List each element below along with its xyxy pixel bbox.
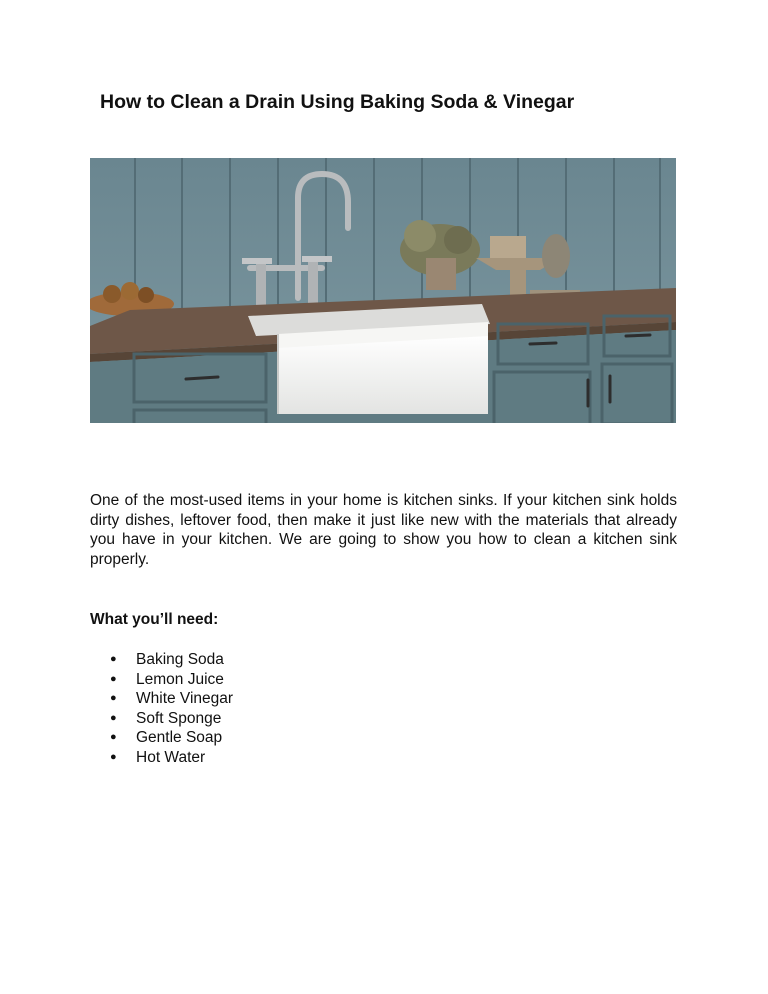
list-item xyxy=(110,748,233,768)
bullet-icon: ● xyxy=(110,653,117,665)
list-item xyxy=(110,650,233,670)
bullet-icon: ● xyxy=(110,672,117,685)
list-item xyxy=(110,709,233,729)
list-item-label: Gentle Soap xyxy=(136,729,223,747)
kitchen-sink-photo xyxy=(90,158,676,423)
list-item-label: Lemon Juice xyxy=(136,670,224,688)
bullet-icon: ● xyxy=(110,711,117,724)
list-item xyxy=(110,728,233,748)
list-item-label: Soft Sponge xyxy=(136,709,222,727)
supplies-list xyxy=(110,650,233,768)
needs-heading: What you’ll need: xyxy=(90,611,219,628)
list-item xyxy=(110,689,233,709)
document-title: How to Clean a Drain Using Baking Soda & Vinegar xyxy=(100,91,575,113)
list-item xyxy=(110,670,233,690)
list-item-label: Baking Soda xyxy=(136,651,224,668)
bullet-icon: ● xyxy=(110,750,117,763)
list-item-label: White Vinegar xyxy=(136,690,234,708)
list-item-label: Hot Water xyxy=(136,748,206,766)
bullet-icon: ● xyxy=(110,731,117,744)
bullet-icon: ● xyxy=(110,692,117,705)
intro-paragraph: One of the most-used items in your home is kitchen sinks. If your kitchen sink holds dirty dishes, leftover food, then make it just like new with the materials that already you have in your kitchen. We are going to show you how to clean a kitchen sink properly. xyxy=(90,492,677,568)
